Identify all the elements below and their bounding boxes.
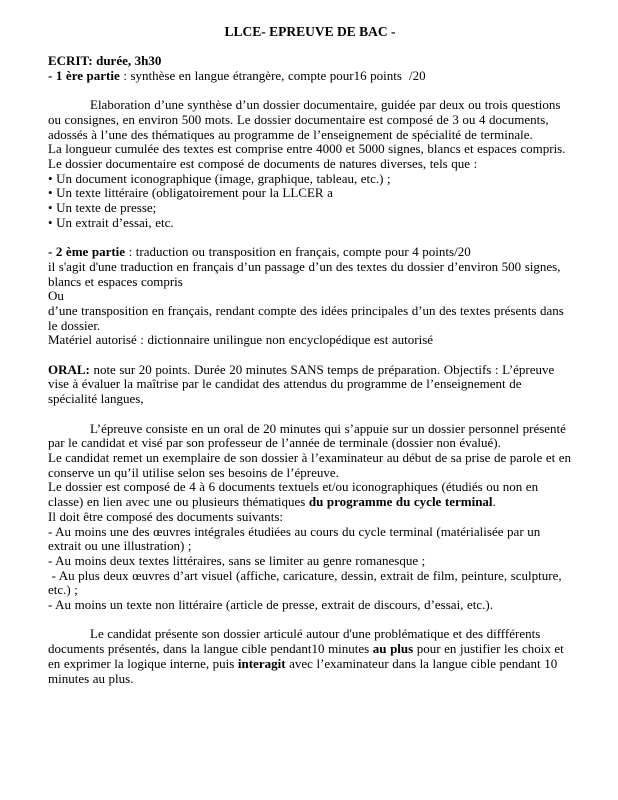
paragraph: Le dossier documentaire est composé de documents de natures diverses, tels que : bbox=[48, 155, 478, 171]
paragraph: • Un texte littéraire (obligatoirement pour la LLCER a bbox=[48, 185, 333, 201]
paragraph: Matériel autorisé : dictionnaire unilingue non encyclopédique est autorisé bbox=[48, 332, 434, 348]
document-body bbox=[48, 53, 575, 686]
blank-line bbox=[48, 613, 572, 628]
paragraph: ECRIT: durée, 3h30 bbox=[48, 53, 162, 68]
paragraph: il s'agit d'une traduction en français d’un passage d’un des textes du dossier d’environ 500 signes, blancs et espaces compris bbox=[48, 258, 565, 289]
paragraph: Il doit être composé des documents suivants: bbox=[48, 508, 284, 524]
paragraph: - Au moins une des œuvres intégrales étudiées au cours du cycle terminal (matérialisée par un extrait ou une illustration) ; bbox=[48, 523, 544, 554]
paragraph: - 1 ère partie : synthèse en langue étrangère, compte pour16 points /20 bbox=[48, 67, 426, 83]
paragraph: • Un texte de presse; bbox=[48, 200, 157, 216]
paragraph: Le dossier est composé de 4 à 6 documents textuels et/ou iconographiques (étudiés ou non en classe) en lien avec une ou plusieurs thématiques du programme du cycle terminal. bbox=[48, 479, 542, 510]
paragraph: • Un extrait d’essai, etc. bbox=[48, 214, 174, 230]
paragraph: • Un document iconographique (image, graphique, tableau, etc.) ; bbox=[48, 170, 391, 186]
paragraph: Le candidat remet un exemplaire de son dossier à l’examinateur au début de sa prise de parole et en conserve un qu’il utilise selon ses besoins de l’épreuve. bbox=[48, 449, 575, 480]
blank-line bbox=[48, 83, 572, 98]
paragraph: L’épreuve consiste en un oral de 20 minutes qui s’appuie sur un dossier personnel présenté par le candidat et visé par son professeur de l’année de terminale (dossier non évalué). bbox=[48, 420, 570, 451]
paragraph: - Au moins un texte non littéraire (article de presse, extrait de discours, d’essai, etc.). bbox=[48, 597, 493, 613]
paragraph: La longueur cumulée des textes est comprise entre 4000 et 5000 signes, blancs et espaces compris. bbox=[48, 141, 566, 157]
paragraph: d’une transposition en français, rendant compte des idées principales d’un des textes présents dans le dossier. bbox=[48, 302, 568, 333]
paragraph: ORAL: note sur 20 points. Durée 20 minutes SANS temps de préparation. Objectifs : L’épreuve vise à évaluer la maîtrise par le candidat des attendus du programme de l’enseignement de spécialité langues, bbox=[48, 361, 558, 407]
paragraph: Le candidat présente son dossier articulé autour d'une problématique et des diffférents documents présentés, dans la langue cible pendant10 minutes au plus pour en justifier les choix et en exprimer la logique interne, puis interagit avec l’examinateur dans la langue cible pendant 10 minutes au plus. bbox=[48, 626, 568, 686]
blank-line bbox=[48, 407, 572, 422]
document-title: LLCE- EPREUVE DE BAC - bbox=[224, 24, 396, 39]
paragraph: - Au plus deux œuvres d’art visuel (affiche, caricature, dessin, extrait de film, peinture, sculpture, etc.) ; bbox=[48, 567, 566, 598]
paragraph: Elaboration d’une synthèse d’un dossier documentaire, guidée par deux ou trois questions ou consignes, en environ 500 mots. Le dossier documentaire est composé de 3 ou 4 documents, adossés à l’une des thématiques au programme de l’enseignement de spécialité de terminale. bbox=[48, 97, 565, 142]
paragraph: - 2 ème partie : traduction ou transposition en français, compte pour 4 points/20 bbox=[48, 244, 471, 260]
blank-line bbox=[48, 230, 572, 245]
paragraph: Ou bbox=[48, 288, 64, 304]
paragraph: - Au moins deux textes littéraires, sans se limiter au genre romanesque ; bbox=[48, 552, 426, 568]
blank-line bbox=[48, 348, 572, 363]
